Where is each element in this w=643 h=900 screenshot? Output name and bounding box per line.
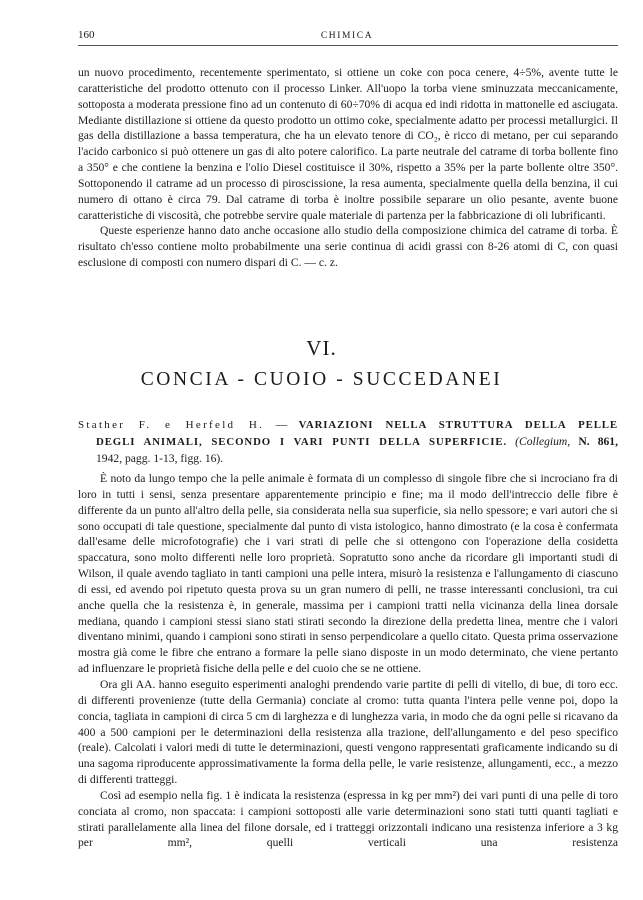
reference-line-2 (78, 434, 618, 451)
reference-issue: N. 861, (578, 434, 618, 448)
intro-paragraph-1: un nuovo procedimento, recentemente sperimentato, si ottiene un coke con poca cenere, 4÷5%, avente tutte le caratteristiche del prodotto ottenuto con il processo Linker. All'uopo la torba viene sminuzzata meccanicamente, sottoposta a moderata pressione fino ad un contenuto di 60÷70% di acqua ed indi ridotta in mattonelle ed asciugata. Mediante distillazione si ottiene da questo prodotto un ottimo coke, specialmente adatto per processi metallurgici. Il gas della distillazione a bassa temperatura, che ha un elevato tenore di CO₂, è ricco di metano, per cui separando l'acido carbonico si può ottenere un gas di alto potere calorifico. La parte neutrale del catrame di torba bollente fino a 350° e che contiene la benzina e l'olio Diesel costituisce il 30%, rispetto a 35% per la parte bollente oltre 350°. Sottoponendo il catrame ad un processo di piroscissione, la resa aumenta, specialmente quella della benzina, il cui numero di ottano è circa 79. Dal catrame di torba è inoltre possibile separare un olio pesante, avente buone caratteristiche di viscosità, che potrebbe servire quale materiale di partenza per la fabbricazione di oli lubrificanti. (78, 66, 618, 222)
body-text (78, 471, 618, 851)
body-paragraph-3: Così ad esempio nella fig. 1 è indicata la resistenza (espressa in kg per mm²) dei vari punti di una pelle di toro conciata al cromo, non spaccata: i campioni sottoposti alle varie determinazioni sono stati tutti quanti tagliati e stirati parallelamente alla linea del filone dorsale, ed i tratteggi orizzontali indicano una resistenza inferiore a 3 kg per mm², quelli verticali una resistenza (78, 788, 618, 850)
reference-dash: — (275, 418, 288, 431)
reference-journal: (Collegium, (515, 434, 571, 448)
running-title: CHIMICA (320, 31, 374, 41)
header-rule (78, 45, 618, 46)
intro-paragraph-2: Queste esperienze hanno dato anche occasione allo studio della composizione chimica del catrame di torba. È risultato ch'esso contiene molto probabilmente una serie continua di acidi grassi con 8-26 atomi di C, con quasi esclusione di composti con numero dispari di C. — c. z. (78, 224, 618, 270)
body-paragraph-2: Ora gli AA. hanno eseguito esperimenti analoghi prendendo varie partite di pelli di vitello, di bue, di toro ecc. di differenti provenienze (tutte della Germania) conciate al cromo: tutta quanta l'intera pelle venne poi, dopo la concia, tagliata in campioni di circa 5 cm di larghezza e di lunghezza varia, in modo che da ogni pelle si ricavano da 400 a 500 campioni per le determinazioni della resistenza alla trazione, dell'allungamento e del peso specifico (reale). Calcolati i valori medi di tutte le determinazioni, questi vengono rappresentati graficamente indicando su di una sagoma riproducente approssimativamente la forma della pelle, le varie resistenze, allungamenti, ecc., a mezzo di differenti tratteggi. (78, 677, 618, 787)
section-title: CONCIA - CUOIO - SUCCEDANEI (140, 369, 503, 390)
intro-text (78, 65, 618, 271)
reference-line-3 (78, 451, 618, 467)
section-number: VI. (306, 336, 337, 360)
reference-pages: 1942, pagg. 1-13, figg. 16). (96, 451, 224, 465)
bibliographic-reference (78, 417, 618, 467)
reference-title-line-2: DEGLI ANIMALI, SECONDO I VARI PUNTI DELLA SUPERFICIE. (96, 435, 508, 448)
page-header (78, 28, 616, 44)
page-number: 160 (78, 29, 95, 41)
reference-line-1 (78, 417, 618, 434)
reference-title-line-1: VARIAZIONI NELLA STRUTTURA DELLA PELLE (298, 419, 618, 431)
reference-authors: Stather F. e Herfeld H. (78, 419, 265, 431)
body-paragraph-1: È noto da lungo tempo che la pelle animale è formata di un complesso di singole fibre che si incrociano fra di loro in tutti i sensi, senza presentare apparentemente principio e fine; ma il modo dell'intreccio delle fibre è differente da un punto all'altro della pelle, sia considerata nella sua superficie, sia nello spessore; e vari autori che si sono occupati di tale questione, specialmente dal punto di vista istologico, hanno dimostrato (e la cosa è confermata dall'esame delle microfotografie) che i vari strati di pelle che si ottengono con l'operazione della cosidetta spaccatura, sono molto differenti nelle loro proprietà. Sopratutto sono anche da ricordare gli importanti studi di Wilson, il quale avendo tagliato in tanti campioni una pelle intera, misurò la resistenza e l'allungamento di ciascuno di essi, ed avendo poi ripetuto questa prova su un gran numero di pelli, ne trasse interessanti conclusioni, tra cui anche quella che la resistenza è, in generale, massima per i campioni tratti nella vicinanza della linea dorsale mediana, quando i campioni stessi siano stati stirati secondo la direzione della predetta linea, mentre che i valori diventano minimi, quando i campioni sono stirati in senso perpendicolare a quello citato. Questa prima osservazione mostra già come le fibre che entrano a formare la pelle siano disposte in un modo determinato, che viene pertanto ad influenzare le proprietà fisiche della pelle e del cuoio che se ne ottiene. (78, 472, 618, 676)
